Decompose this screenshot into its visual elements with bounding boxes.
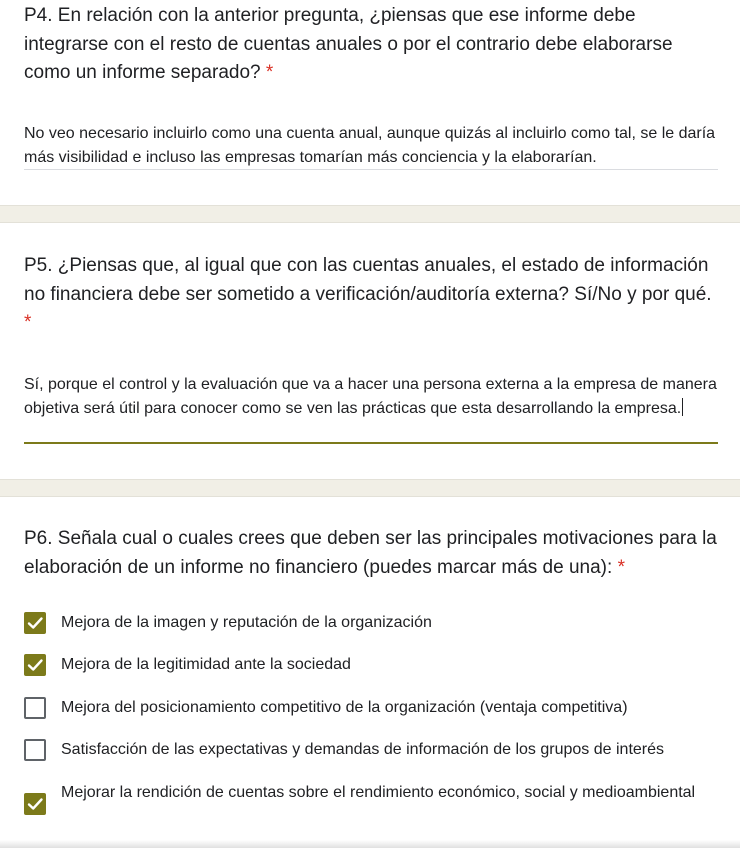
checkbox-label: Mejora de la legitimidad ante la sociedad — [61, 656, 351, 673]
question-title-p4: P4. En relación con la anterior pregunta, ¿piensas que ese informe debe integrarse con el resto de cuentas anuales o por el contrario debe elaborarse como un informe separado? * — [24, 5, 673, 83]
required-asterisk: * — [617, 556, 625, 578]
checkbox-checked[interactable] — [24, 654, 46, 676]
checkbox-label: Satisfacción de las expectativas y demandas de información de los grupos de interés — [61, 741, 665, 758]
check-icon — [25, 613, 45, 633]
checkbox-label: Mejorar la rendición de cuentas sobre el rendimiento económico, social y medioambiental — [61, 784, 696, 801]
checkbox-label: Mejora de la imagen y reputación de la organización — [61, 614, 432, 631]
required-asterisk: * — [24, 312, 32, 333]
card-bottom-shadow — [0, 840, 740, 848]
required-asterisk: * — [265, 62, 274, 83]
checkbox-unchecked[interactable] — [24, 697, 46, 719]
question-card-p6 — [0, 496, 740, 848]
answer-textarea-p4[interactable]: No veo necesario incluirlo como una cuenta anual, aunque quizás al incluirlo como tal, se le daría más visibilidad e incluso las empresas tomarían más conciencia y la elaborarían. — [24, 125, 716, 166]
question-title-p6: P6. Señala cual o cuales crees que deben ser las principales motivaciones para la elaboración de un informe no financiero (puedes marcar más de una): * — [24, 528, 717, 578]
checkbox-checked[interactable] — [24, 612, 46, 634]
checkbox-unchecked[interactable] — [24, 739, 46, 761]
question-card-p5 — [0, 222, 740, 480]
answer-textarea-p5[interactable]: Sí, porque el control y la evaluación que va a hacer una persona externa a la empresa de manera objetiva será útil para conocer como se ven las prácticas que esta desarrollando la empresa. — [24, 376, 717, 417]
checkbox-checked[interactable] — [24, 793, 46, 815]
text-caret — [682, 398, 683, 416]
check-icon — [25, 794, 45, 814]
checkbox-label: Mejora del posicionamiento competitivo de la organización (ventaja competitiva) — [61, 699, 628, 716]
answer-underline — [24, 169, 718, 170]
question-card-p4 — [0, 0, 740, 206]
answer-underline-active — [24, 442, 718, 444]
check-icon — [25, 655, 45, 675]
question-title-p5: P5. ¿Piensas que, al igual que con las cuentas anuales, el estado de información no financiera debe ser sometido a verificación/auditoría externa? Sí/No y por qué. * — [24, 255, 712, 333]
